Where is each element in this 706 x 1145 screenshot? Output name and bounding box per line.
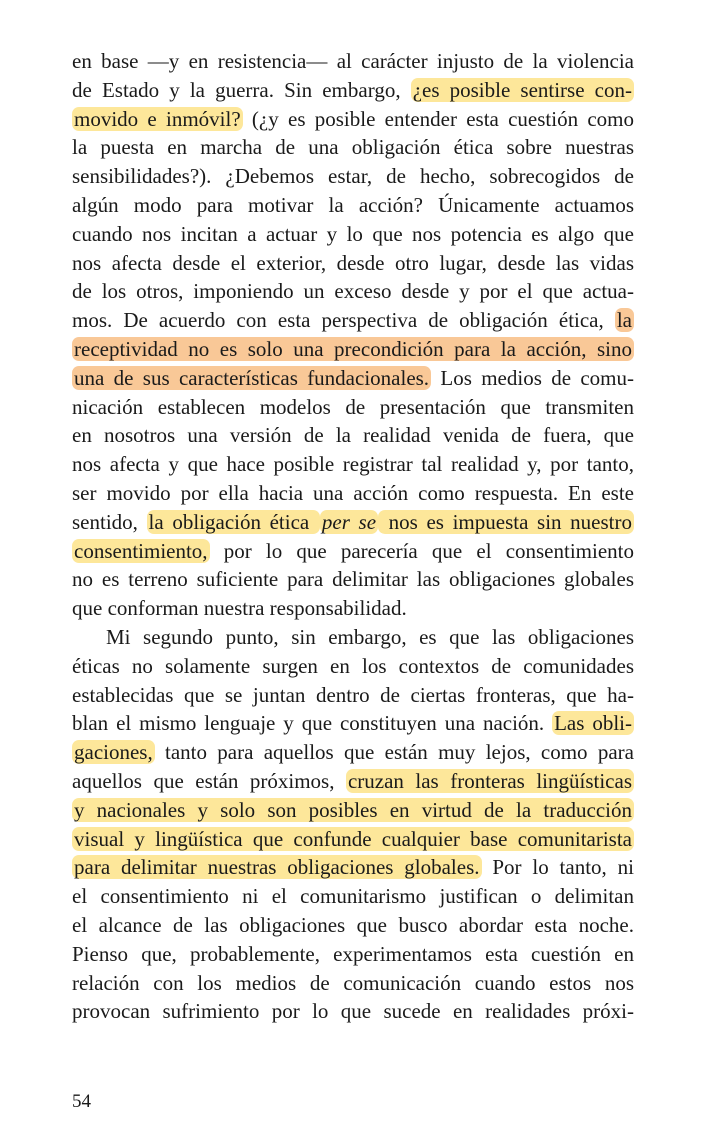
text-line xyxy=(72,306,634,335)
text-line xyxy=(72,738,634,767)
highlighted-text: per se xyxy=(321,509,377,534)
text-segment: aquellos que están próximos, xyxy=(72,768,346,793)
text-line xyxy=(72,940,634,969)
body-text xyxy=(72,47,634,1026)
text-line xyxy=(72,133,634,162)
text-segment: en nosotros una versión de la realidad venida de fuera, que xyxy=(72,423,634,448)
text-line xyxy=(72,105,634,134)
text-line xyxy=(72,796,634,825)
text-line xyxy=(72,277,634,306)
text-segment: de Estado y la guerra. Sin embargo, xyxy=(72,77,411,102)
text-line xyxy=(72,623,634,652)
text-segment: no es terreno suficiente para delimitar las obligaciones globales xyxy=(72,567,634,592)
highlighted-text: para delimitar nuestras obligaciones globales. xyxy=(74,855,480,880)
highlighted-text: y nacionales y solo son posibles en virtud de la traducción xyxy=(74,797,632,822)
highlighted-text: una de sus características fundacionales. xyxy=(74,365,430,390)
text-segment: (¿y es posible entender esta cuestión como xyxy=(242,106,635,131)
text-segment: algún modo para motivar la acción? Únicamente actuamos xyxy=(72,192,634,217)
highlighted-text: Las obli- xyxy=(554,711,632,736)
text-segment: el consentimiento ni el comunitarismo justifican o delimitan xyxy=(72,884,634,909)
text-line xyxy=(72,652,634,681)
text-line xyxy=(72,565,634,594)
text-line xyxy=(72,594,634,623)
highlighted-text: visual y lingüística que confunde cualquier base comunitarista xyxy=(74,826,632,851)
text-segment: sentido, xyxy=(72,509,147,534)
text-segment: por lo que parecería que el consentimiento xyxy=(209,538,634,563)
page-number: 54 xyxy=(72,1091,91,1112)
text-segment: la puesta en marcha de una obligación ética sobre nuestras xyxy=(72,135,634,160)
text-segment: de los otros, imponiendo un exceso desde y por el que actua- xyxy=(72,279,634,304)
text-line xyxy=(72,162,634,191)
text-segment: tanto para aquellos que están muy lejos, como para xyxy=(154,740,634,765)
highlighted-text: gaciones, xyxy=(74,740,153,765)
text-line xyxy=(72,767,634,796)
text-line xyxy=(72,47,634,76)
text-segment: provocan sufrimiento por lo que sucede en realidades próxi- xyxy=(72,999,634,1024)
text-segment: mos. De acuerdo con esta perspectiva de obligación ética, xyxy=(72,308,615,333)
highlighted-text: nos es impuesta sin nuestro xyxy=(380,509,632,534)
text-line xyxy=(72,335,634,364)
text-line xyxy=(72,911,634,940)
text-segment: Pienso que, probablemente, experimentamos esta cuestión en xyxy=(72,941,634,966)
text-line xyxy=(72,537,634,566)
text-segment: cuando nos incitan a actuar y lo que nos potencia es algo que xyxy=(72,221,634,246)
text-segment: Los medios de comu- xyxy=(431,365,634,390)
text-segment: nos afecta y que hace posible registrar tal realidad y, por tanto, xyxy=(72,452,634,477)
text-line xyxy=(72,969,634,998)
text-line xyxy=(72,76,634,105)
text-line xyxy=(72,508,634,537)
text-line xyxy=(72,479,634,508)
text-segment: Por lo tanto, ni xyxy=(481,855,634,880)
text-segment: relación con los medios de comunicación cuando estos nos xyxy=(72,970,634,995)
highlighted-text: ¿es posible sentirse con- xyxy=(412,77,632,102)
highlighted-text: la xyxy=(616,308,632,333)
text-line xyxy=(72,882,634,911)
text-line xyxy=(72,421,634,450)
text-line xyxy=(72,709,634,738)
text-segment: en base —y en resistencia— al carácter injusto de la violencia xyxy=(72,49,634,73)
text-segment: Mi segundo punto, sin embargo, es que las obligaciones xyxy=(106,624,634,649)
highlighted-text: la obligación ética xyxy=(148,509,318,534)
text-segment: establecidas que se juntan dentro de ciertas fronteras, que ha- xyxy=(72,682,634,707)
text-segment: el alcance de las obligaciones que busco abordar esta noche. xyxy=(72,912,634,937)
text-line xyxy=(72,393,634,422)
text-segment: ser movido por ella hacia una acción como respuesta. En este xyxy=(72,480,634,505)
text-segment: nos afecta desde el exterior, desde otro lugar, desde las vidas xyxy=(72,250,634,275)
highlighted-text: receptividad no es solo una precondición para la acción, sino xyxy=(74,336,632,361)
highlighted-text: consentimiento, xyxy=(74,538,208,563)
text-line xyxy=(72,364,634,393)
highlighted-text: movido e inmóvil? xyxy=(74,106,241,131)
text-line xyxy=(72,450,634,479)
text-line xyxy=(72,220,634,249)
text-segment: blan el mismo lenguaje y que constituyen una nación. xyxy=(72,711,553,736)
text-line xyxy=(72,191,634,220)
text-line xyxy=(72,825,634,854)
text-segment: sensibilidades?). ¿Debemos estar, de hecho, sobrecogidos de xyxy=(72,164,634,189)
text-segment: que conforman nuestra responsabilidad. xyxy=(72,596,407,621)
text-line xyxy=(72,681,634,710)
text-line xyxy=(72,853,634,882)
text-line xyxy=(72,249,634,278)
text-line xyxy=(72,997,634,1026)
text-segment: nicación establecen modelos de presentación que transmiten xyxy=(72,394,634,419)
highlighted-text: cruzan las fronteras lingüísticas xyxy=(347,768,632,793)
text-segment: éticas no solamente surgen en los contextos de comunidades xyxy=(72,653,634,678)
